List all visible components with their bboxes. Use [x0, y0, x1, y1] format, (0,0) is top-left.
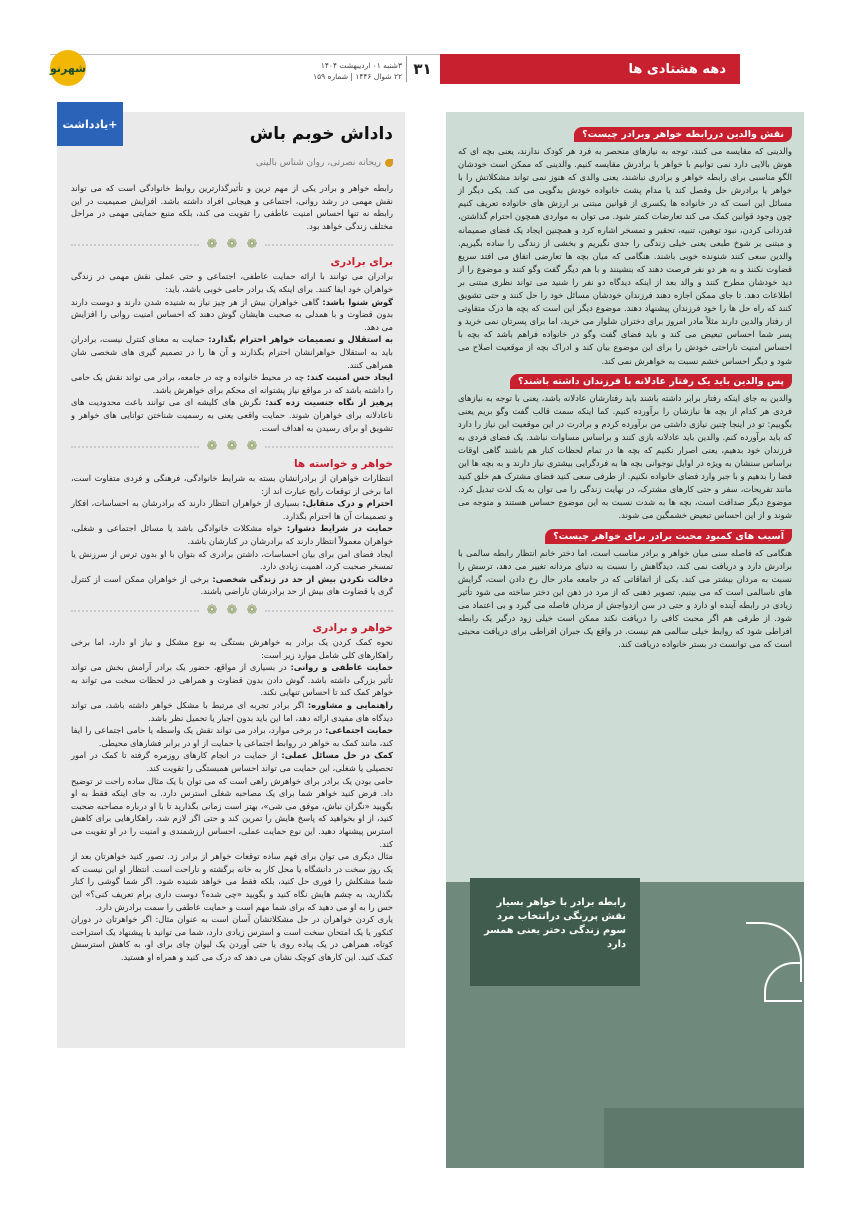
item-text: برخی از خواهران ممکن است از کنترل گری یا قضاوت های بیش از حد برادرشان ناراضی باشند.: [71, 573, 393, 597]
article-title: داداش خوبم باش: [249, 124, 393, 144]
pull-quote: رابطه برادر با خواهر بسیار نقش پررنگی درانتخاب مرد سوم زندگی دختر یعنی همسر دارد: [470, 878, 640, 986]
question-title-2: پس والدین باید یک رفتار عادلانه با فرزندان داشته باشند؟: [510, 374, 792, 389]
dotted-line: [265, 244, 393, 246]
flower-icon: ❁: [206, 603, 218, 619]
item-text: حمایت به معنای کنترل نیست، برادران باید به استقلال خواهرانشان احترام بگذارند و آن ها را در تصمیم گیری های شخصی شان همراهی کنند.: [71, 334, 393, 370]
answer-1: والدینی که مقایسه می کنند، توجه به نیازهای منحصر به فرد هر کودک ندارند، یعنی بچه ای که هوش بالایی دارد نمی توانیم با خواهر یا برادرش مقایسه کنیم. والدینی که ممکن است خودشان الگو مناسبی برای رابطه خواهر و برادری نباشند، یعنی والدی که هنوز نمی تواند مشکلاتش را با خواهر یا برادرش حل وفصل کند یا مدام پشت خانواده خودش بدگویی می کند. یکی دیگر از مسائل این است که در خانواده ها یکسری از قوانین مبتنی بر ارزش های خانواده تعریف کنیم چون وجود قوانین کمک می کند تعارضات کمتر شود. می توان به مواردی همچون احترام گذاشتن، قدردانی کردن، نبود توهین، تنبیه، تحقیر و تمسخر اشاره کرد و همچنین ایجاد یک فضای صمیمانه و مبتنی بر شوخ طبعی یعنی خیلی زندگی را جدی نگیریم و بخشی از زندگی را ساده بگیریم. والدین سعی کنند شنونده خوبی باشند. هنگامی که میان بچه ها تعارضی اتفاق می افتد سریع قضاوت نکنند و به هر دو نفر فرصت دهند که بنشینند و با هم دیگر گفت وگو کنند و موضوع را از دید خودشان مطرح کنند و والد بعد از اینکه دیدگاه دو نفر را شنید می تواند نظری مبتنی بر اطلاعات دهد. تا جای ممکن اجازه دهند فرزندان خودشان مسائل خود را حل کنند و حتی تشویق کنند که راه حل ها را خود فرزندان پیشنهاد دهند. موضوع دیگر این است که بچه ها درک متفاوتی از رفتار والدین دارند مثلاً مادر امروز برای دختران شلوار می خرید، اما برای پسرتان نمی خرید و پسر شما احساس تبعیض می کند و باید فضای گفت وگو در خانواده فراهم باشد که بچه با احساس امنیت ناراحتی خودش را برای این موضوع بیان کند و ادراک بچه از موقعیت اصلاح می شود و دیگر احساس خشم نسبت به خواهرش نمی کند.: [458, 146, 792, 366]
issue-date: ۳شنبه ۰۱ اردیبهشت ۱۴۰۴: [320, 61, 402, 70]
intro-paragraph: رابطه خواهر و برادر یکی از مهم ترین و تأثیرگذارترین روابط خانوادگی است که می تواند نقش مهمی در رشد روانی، اجتماعی و هیجانی افراد داشته باشد. افزایش صمیمیت در این رابطه نه تنها احساس امنیت عاطفی را تقویت می کند، بلکه منبع حمایتی مهمی در مراحل مختلف زندگی خواهد بود.: [71, 183, 393, 231]
section-3-paragraph: نحوه کمک کردن یک برادر به خواهرش بستگی به نوع مشکل و نیاز او دارد، اما برخی راهکارهای کلی شامل موارد زیر است:: [71, 637, 393, 660]
item-text: در بسیاری از مواقع، حضور یک برادر آرامش بخش می تواند تأثیر بزرگی داشته باشد. گوش دادن بدون قضاوت و همراهی در لحظات سخت می تواند به خواهر کمک کند تا احساس تنهایی نکند.: [71, 662, 393, 698]
answer-3: هنگامی که فاصله سنی میان خواهر و برادر مناسب است، اما دختر خانم انتظار رابطه سالمی با برادرش دارد و دریافت نمی کند، دیدگاهش را نسبت به دنیای مردانه تغییر می دهد، ترسش را نسبت به مردان بیشتر می کند. یکی از اتفاقاتی که در جامعه مادر حال رخ دادن است، گرایش های ناسالمی است که می بینیم. تصویر ذهنی که از مرد در ذهن این دختر ساخته می شود تأثیر زیادی در رابطه آینده او دارد و حتی در سن ازدواجش از مردان فاصله می گیرد و بی اعتماد می شود. از طرفی هم اگر محبت کافی را دریافت نکند ممکن است خیلی زود درگیر یک رابطه افراطی شود که روابط خیلی سالمی هم نیست. در واقع یک جبران افراطی برای دریافت محبتی است که می توانست در بستر خانواده دریافت کند.: [458, 547, 792, 650]
section-2-item: [71, 573, 393, 598]
section-3-item: [71, 661, 393, 699]
item-text: از حمایت در انجام کارهای روزمره گرفته تا کمک در امور تحصیلی یا شغلی، این حمایت می تواند احساس همبستگی را تقویت کند.: [71, 750, 393, 773]
section-3-item: [71, 699, 393, 724]
item-heading: احترام و درک متقابل:: [302, 498, 393, 509]
answer-2: والدین به جای اینکه رفتار برابر داشته باشند باید رفتارشان عادلانه باشد، یعنی با توجه به نیازهای فردی هر کدام از بچه ها نیازشان را برآورده کنیم. کما اینکه سمت قالب گفت وگو بریم یعنی بگوییم: تو در اینجا چنین نیازی داشتی من برآورده کردم و برادرت در این موقعیت این نیاز را دارد که باید برآورده کنم. والدین باید عادلانه بازی کنند و براساس مساوات نباشد. یک فضای فردی به فرزندان خود بدهیم، یعنی اصرار نکنیم که بچه ها در تمام لحظات کنار هم باشند گاهی اوقات براساس سنشان به ویژه در اوایل نوجوانی بچه ها به فردگرایی بیشتری نیاز دارند و به بچه ها این فضا را بدهیم و با جبر وارد فضای خانواده نکنیم. از طرفی سعی کنید فضای مشترک هم خلق کنید مانند تفریحات، سفر و حتی کارهای مشترک، در نهایت زندگی را می توان به یک لذت تبدیل کرد. موضوع دیگر صداقت است، بچه ها به شدت نسبت به این موضوع حساس هستند و متوجه می شوند و از این احساس تبعیض خشمگین می شوند.: [458, 392, 792, 521]
item-text: خواه مشکلات خانوادگی باشد یا مسائل اجتماعی و شغلی، خواهران معمولاً انتظار دارند که برادرشان در کنارشان باشد.: [71, 523, 393, 547]
item-heading: حمایت عاطفی و روانی:: [290, 662, 393, 673]
section-1-item: [71, 296, 393, 334]
note-badge: +یادداشت: [57, 102, 123, 146]
question-title-1: نقش والدین دررابطه خواهر وبرادر چیست؟: [574, 127, 792, 142]
illustration-shape: [604, 1108, 804, 1168]
section-1-paragraph: برادران می توانند با ارائه حمایت عاطفی، اجتماعی و حتی عملی نقش مهمی در زندگی خواهران خود ایفا کنند. برای اینکه یک برادر حامی خوبی باشد، باید:: [71, 271, 393, 294]
issue-number: ۲۲ شوال ۱۴۴۶ | شماره ۱۵۹: [313, 72, 402, 81]
flower-icon: ❁: [226, 439, 238, 455]
page-header: [50, 48, 740, 86]
item-heading: حمایت در شرایط دشوار:: [286, 523, 393, 534]
flower-icon: ❁: [206, 439, 218, 455]
section-3-paragraph: مثال دیگری می توان برای فهم ساده توقعات خواهر از برادر زد. تصور کنید خواهرتان بعد از یک روز سخت در دانشگاه یا محل کار به خانه برگشته و ناراحت است. انتظار او این نیست که شما مشکلش را فوری حل کنید، بلکه فقط می خواهد شنیده شود. اگر شما گوشی را کنار بگذارید، به چشم هایش نگاه کنید و بگویید «چی شده؟ دوست داری برام تعریف کنی؟» این حس را به او می دهید که برای شما مهم است و حمایت عاطفی را سمت برادرش دارد.: [71, 851, 393, 912]
section-3-paragraph: یاری کردن خواهران در حل مشکلاتشان آسان است به عنوان مثال: اگر خواهرتان در دوران کنکور یا یک امتحان سخت است و استرس زیادی دارد، شما می توانید با پیشنهاد یک استراحت کوتاه، همراهی در یک پیاده روی یا حتی آوردن یک لیوان چای برای او، به کاهش استرسش کمک کنید. این کارهای کوچک نشان می دهد که درک می کنید و همراه او هستید.: [71, 914, 393, 962]
section-2-item: [71, 497, 393, 522]
flower-icon: ❁: [246, 439, 258, 455]
dotted-line: [71, 446, 199, 448]
section-title-1: برای برادری: [330, 256, 393, 269]
interview-column: [446, 112, 804, 1168]
item-heading: راهنمایی و مشاوره:: [307, 700, 393, 710]
section-2-paragraph: ایجاد فضای امن برای بیان احساسات، داشتن برادری که بتوان با او بدون ترس از سرزنش یا تمسخر صحبت کرد، اهمیت زیادی دارد.: [71, 548, 393, 572]
note-column: [57, 112, 405, 1048]
dotted-line: [71, 244, 199, 246]
author-line: [71, 158, 393, 168]
dotted-line: [265, 610, 393, 612]
dotted-line: [265, 446, 393, 448]
item-text: گاهی خواهران بیش از هر چیز نیاز به شنیده شدن دارند و دوست دارند بدون قضاوت و با همدلی به صحبت هایشان گوش دهند که احساس امنیت روانی را افزایش می دهد.: [71, 296, 393, 332]
issue-info: [313, 60, 402, 82]
illustration: [446, 882, 804, 1168]
item-text: بسیاری از خواهران انتظار دارند که برادرشان به احساسات، افکار و تصمیمات آن ها احترام بگذارد.: [71, 498, 393, 521]
section-3-paragraph: حامی بودن یک برادر برای خواهرش راهی است که می توان با یک مثال ساده راحت تر توضیح داد. فرض کنید خواهر شما برای یک مصاحبه شغلی استرس دارد. به جای اینکه فقط به او بگویید «نگران نباش، موفق می شی»، بهتر است زمانی بگذارید تا با او درباره مصاحبه صحبت کنید، از او بخواهید که پاسخ هایش را تمرین کند و حتی اگر لازم شد، راهکارهایی برای کاهش استرس پیشنهاد دهید. این نوع حمایت عملی، احساس ارزشمندی و امنیت را در او تقویت می کند.: [71, 775, 393, 849]
item-heading: پرهیز از نگاه جنسیت زده کند:: [265, 397, 394, 408]
item-text: اگر برادر تجربه ای مرتبط با مشکل خواهر داشته باشد، می تواند دیدگاه های مفیدی ارائه دهد، اما این باید بدون اجبار یا تحمیل نظر باشد.: [71, 700, 393, 723]
section-title-3: خواهر و برادری: [312, 622, 393, 635]
section-2-item: [71, 522, 393, 547]
section-divider: [71, 604, 393, 618]
flower-icon: ❁: [226, 603, 238, 619]
section-title-2: خواهر و خواسته ها: [293, 458, 393, 471]
section-3-item: [71, 749, 393, 774]
item-text: چه در محیط خانواده و چه در جامعه، برادر می تواند نقش یک حامی را داشته باشد که در مواقع نیاز پشتوانه ای محکم برای خواهرش باشد.: [71, 372, 393, 395]
item-text: در برخی موارد، برادر می تواند نقش یک واسطه یا حامی اجتماعی را ایفا کند، مانند کمک به خواهر در روابط اجتماعی یا حمایت از او در برابر فشارهای محیطی.: [71, 725, 393, 748]
item-heading: کمک در حل مسائل عملی:: [281, 750, 393, 761]
flower-icon: ❁: [246, 603, 258, 619]
section-1-item: [71, 396, 393, 434]
section-divider: [71, 440, 393, 454]
section-1-item: [71, 333, 393, 371]
section-divider: [71, 238, 393, 252]
item-heading: گوش شنوا باشد:: [322, 296, 393, 307]
flower-icon: ❁: [246, 237, 258, 253]
page-number: ۳۱: [406, 56, 438, 82]
item-heading: به استقلال و تصمیمات خواهر احترام بگذارد:: [208, 334, 393, 345]
question-title-3: آسیب های کمبود محبت برادر برای خواهر چیست؟: [545, 529, 792, 544]
flower-icon: ❁: [226, 237, 238, 253]
author-name: ریحانه نصرتی، روان شناس بالینی: [255, 158, 381, 168]
flower-icon: ❁: [206, 237, 218, 253]
section-3-item: [71, 724, 393, 749]
section-tab[interactable]: دهه هشتادی ها: [440, 54, 740, 84]
section-2-paragraph: انتظارات خواهران از برادرانشان بسته به شرایط خانوادگی، فرهنگی و فردی متفاوت است، اما برخی از توقعات رایج عبارت اند از:: [71, 473, 393, 496]
section-1-item: [71, 371, 393, 396]
dotted-line: [71, 610, 199, 612]
item-heading: دخالت نکردن بیش از حد در زندگی شخصی:: [212, 573, 393, 584]
item-text: نگرش های کلیشه ای می توانند باعث محدودیت های ناعادلانه برای خواهران شوند. حمایت واقعی یعنی به رسمیت شناختن توانایی های خواهر و تشویق او برای رسیدن به اهداف است.: [71, 397, 393, 433]
logo: شهرنو: [50, 50, 86, 86]
pencil-icon: [385, 159, 393, 167]
item-heading: ایجاد حس امنیت کند:: [306, 372, 394, 383]
item-heading: حمایت اجتماعی:: [325, 725, 393, 736]
